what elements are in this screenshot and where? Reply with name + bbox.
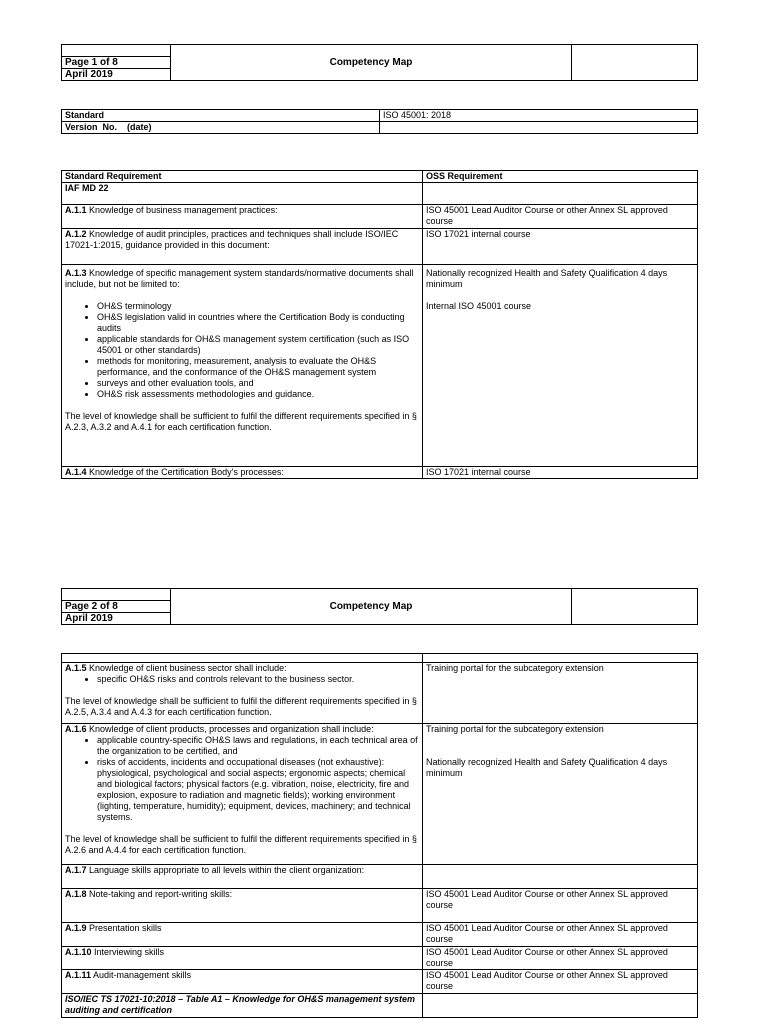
list-item: • applicable standards for OH&S management system certification (such as ISO 45001 or other standards) (97, 334, 419, 356)
oss-cell: Nationally recognized Health and Safety Qualification 4 days minimum Internal ISO 45001 course (423, 265, 698, 467)
page-date: April 2019 (62, 69, 171, 81)
header-right-cell (572, 589, 698, 625)
requirements-table-page1 (61, 170, 698, 479)
table-row (62, 724, 698, 865)
col-header-oss: OSS Requirement (423, 171, 698, 183)
table-row (62, 663, 698, 724)
page-number: Page 2 of 8 (62, 601, 171, 613)
bullet-list (65, 301, 419, 400)
table-row (62, 467, 698, 479)
oss-cell: ISO 45001 Lead Auditor Course or other Annex SL approved course (423, 205, 698, 229)
standard-value: ISO 45001: 2018 (380, 110, 698, 122)
requirement-cell: A.1.7 Language skills appropriate to all levels within the client organization: (62, 865, 423, 889)
oss-cell (423, 865, 698, 889)
requirement-footer: The level of knowledge shall be sufficient to fulfil the different requirements specified in § A.2.3, A.3.2 and A.4.1 for each certification function. (65, 411, 417, 432)
requirement-footer: The level of knowledge shall be sufficient to fulfil the different requirements specified in § A.2.5, A.3.4 and A.4.3 for each certification function. (65, 696, 417, 717)
list-item: • OH&S risk assessments methodologies and guidance. (97, 389, 419, 400)
list-item: • surveys and other evaluation tools, and (97, 378, 419, 389)
list-item: • specific OH&S risks and controls relevant to the business sector. (97, 674, 419, 685)
requirement-cell: A.1.5 Knowledge of client business sector shall include: • specific OH&S risks and controls relevant to the business sector. The level of knowledge shall be sufficient to fulfil the different requirements specified in § A.2.5, A.3.4 and A.4.3 for each certification function. (62, 663, 423, 724)
page2-header-table (61, 588, 698, 625)
requirement-cell: A.1.4 Knowledge of the Certification Body's processes: (62, 467, 423, 479)
list-item: • risks of accidents, incidents and occupational diseases (not exhaustive): physiological, psychological and social aspects; ergonomic aspects; chemical and biological factors; physical factors (e.g. vibration, noise, electricity, fire and explosion, exposure to radiation and magnetic fields); working environment (lighting, temperature, humidity); equipment, devices, machinery; and technical systems. (97, 757, 419, 823)
version-value (380, 122, 698, 134)
oss-cell: ISO 17021 internal course (423, 467, 698, 479)
requirements-table-page2 (61, 653, 698, 1018)
requirement-cell: A.1.2 Knowledge of audit principles, practices and techniques shall include ISO/IEC 17021-1:2015, guidance provided in this document: (62, 229, 423, 265)
header-right-cell (572, 45, 698, 81)
standard-label: Standard (62, 110, 380, 122)
requirement-cell: A.1.10 Interviewing skills (62, 947, 423, 970)
page-title: Competency Map (171, 45, 572, 81)
oss-cell: ISO 45001 Lead Auditor Course or other Annex SL approved course (423, 889, 698, 923)
oss-cell: Training portal for the subcategory extension Nationally recognized Health and Safety Qualification 4 days minimum (423, 724, 698, 865)
section-label: IAF MD 22 (62, 183, 423, 205)
list-item: • OH&S legislation valid in countries where the Certification Body is conducting audits (97, 312, 419, 334)
requirement-footer: The level of knowledge shall be sufficient to fulfil the different requirements specified in § A.2.6 and A.4.4 for each certification function. (65, 834, 417, 855)
table-row (62, 229, 698, 265)
oss-cell: ISO 45001 Lead Auditor Course or other Annex SL approved course (423, 970, 698, 994)
table-row (62, 265, 698, 467)
col-header-standard: Standard Requirement (62, 171, 423, 183)
page-title: Competency Map (171, 589, 572, 625)
list-item: • applicable country-specific OH&S laws and regulations, in each technical area of the organization to be certified, and (97, 735, 419, 757)
standard-table (61, 109, 698, 134)
blank-header-cell (62, 654, 423, 663)
bullet-list (65, 674, 419, 685)
oss-cell: Training portal for the subcategory extension (423, 663, 698, 724)
table-footer-title: ISO/IEC TS 17021-10:2018 – Table A1 – Knowledge for OH&S management system auditing and certification (62, 994, 423, 1018)
list-item: • OH&S terminology (97, 301, 419, 312)
version-label: Version No. (date) (62, 122, 380, 134)
table-row (62, 205, 698, 229)
header-blank-cell (62, 45, 171, 57)
requirement-cell: A.1.9 Presentation skills (62, 923, 423, 947)
oss-cell: ISO 17021 internal course (423, 229, 698, 265)
table-row (62, 970, 698, 994)
table-row (62, 947, 698, 970)
table-row (62, 865, 698, 889)
list-item: • methods for monitoring, measurement, analysis to evaluate the OH&S performance, and the conformance of the OH&S management system (97, 356, 419, 378)
section-oss-cell (423, 183, 698, 205)
requirement-cell: A.1.11 Audit-management skills (62, 970, 423, 994)
table-row (62, 889, 698, 923)
requirement-cell: A.1.6 Knowledge of client products, processes and organization shall include: • applicable country-specific OH&S laws and regulations, in each technical area of the organization to be certified, and • risks of accidents, incidents and occupational diseases (not exhaustive): physiological, psychological and social aspects; ergonomic aspects; chemical and biological factors; physical factors (e.g. vibration, noise, electricity, fire and explosion, exposure to radiation and magnetic fields); working environment (lighting, temperature, humidity); equipment, devices, machinery; and technical systems. The level of knowledge shall be sufficient to fulfil the different requirements specified in § A.2.6 and A.4.4 for each certification function. (62, 724, 423, 865)
table-row (62, 923, 698, 947)
header-blank-cell (62, 589, 171, 601)
requirement-cell: A.1.8 Note-taking and report-writing skills: (62, 889, 423, 923)
oss-cell: ISO 45001 Lead Auditor Course or other Annex SL approved course (423, 923, 698, 947)
page-number: Page 1 of 8 (62, 57, 171, 69)
blank-header-cell (423, 654, 698, 663)
footer-oss-cell (423, 994, 698, 1018)
page-date: April 2019 (62, 613, 171, 625)
requirement-cell: A.1.1 Knowledge of business management practices: (62, 205, 423, 229)
bullet-list (65, 735, 419, 823)
requirement-cell: A.1.3 Knowledge of specific management system standards/normative documents shall include, but not be limited to: • OH&S terminology • OH&S legislation valid in countries where the Certification Body is conducting audits • applicable standards for OH&S management system certification (such as ISO 45001 or other standards) • methods for monitoring, measurement, analysis to evaluate the OH&S performance, and the conformance of the OH&S management system • surveys and other evaluation tools, and • OH&S risk assessments methodologies and guidance. The level of knowledge shall be sufficient to fulfil the different requirements specified in § A.2.3, A.3.2 and A.4.1 for each certification function. (62, 265, 423, 467)
oss-cell: ISO 45001 Lead Auditor Course or other Annex SL approved course (423, 947, 698, 970)
page1-header-table (61, 44, 698, 81)
